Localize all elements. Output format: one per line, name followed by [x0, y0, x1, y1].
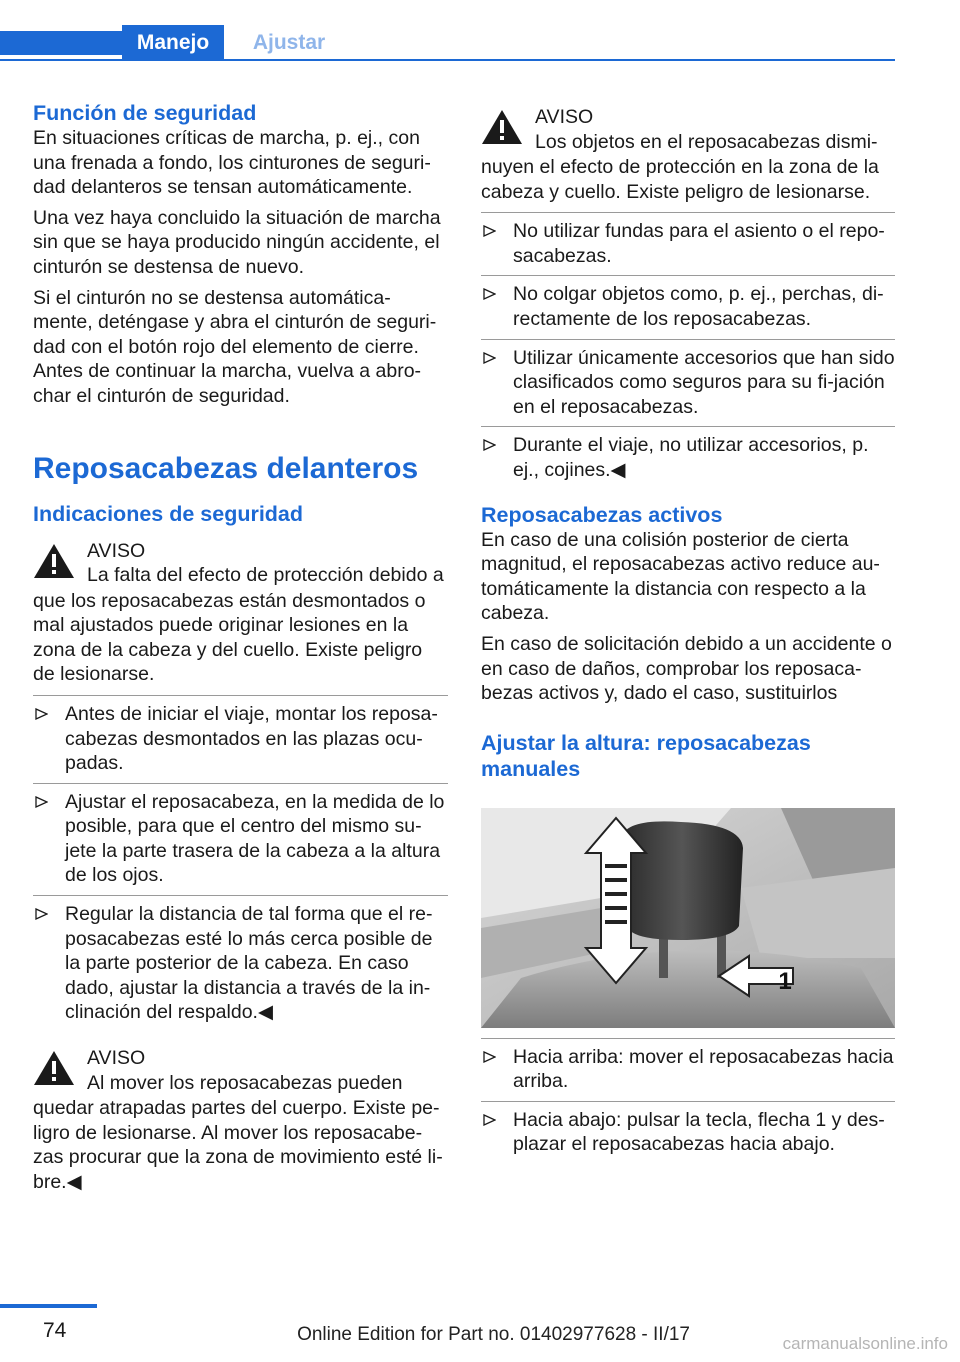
step-text: No colgar objetos como, p. ej., perchas, di‐rectamente de los reposacabezas.: [513, 283, 884, 330]
triangle-bullet-icon: [483, 352, 496, 364]
list-item: [481, 213, 895, 276]
warning-title: AVISO: [87, 1047, 146, 1070]
headrest-photo: [481, 808, 895, 1028]
step-text: Hacia arriba: mover el reposacabezas hacia arriba.: [513, 1045, 894, 1093]
paragraph: En caso de una colisión posterior de cierta magnitud, el reposacabezas activo reduce au‐tomáticamente la distancia con respecto a la cabeza.: [481, 528, 880, 625]
footer-rule: [0, 1304, 97, 1308]
warning-lead: Los objetos en el reposacabezas dismi‐: [535, 130, 878, 153]
step-text: No utilizar fundas para el asiento o el repo‐sacabezas.: [513, 220, 885, 267]
right-column: [481, 105, 895, 1164]
tab-manejo[interactable]: Manejo: [122, 25, 224, 61]
warning-title: AVISO: [535, 106, 594, 128]
warning-text: nuyen el efecto de protección en la zona de la cabeza y cuello. Existe peligro de lesionarse.: [481, 156, 879, 203]
triangle-bullet-icon: [483, 1051, 496, 1063]
list-item: [481, 1102, 895, 1164]
list-item: [33, 784, 448, 896]
step-text: Antes de iniciar el viaje, montar los reposa‐cabezas desmontados en las plazas ocu‐padas.: [65, 702, 438, 775]
tab-ajustar[interactable]: Ajustar: [252, 31, 326, 54]
edition-text: Online Edition for Part no. 01402977628 - II/17: [297, 1324, 690, 1345]
headrest-illustration: [481, 808, 895, 1028]
warning-text: quedar atrapadas partes del cuerpo. Existe pe‐ligro de lesionarse. Al mover los reposacabe‐zas procurar que la zona de movimiento esté li‐bre.◀: [33, 1097, 443, 1193]
step-text: Durante el viaje, no utilizar accesorios, p. ej., cojines.◀: [513, 434, 869, 481]
step-text: Regular la distancia de tal forma que el re‐posacabezas esté lo más cerca posible de la parte posterior de la cabeza. En caso dado, ajustar la distancia a través de la in‐clinación del respaldo.◀: [65, 903, 433, 1024]
warning-title: AVISO: [87, 539, 146, 562]
warning-lead: La falta del efecto de protección debido a: [87, 564, 444, 587]
step-text: Ajustar el reposacabeza, en la medida de lo posible, para que el centro del mismo su‐jete la parte trasera de la cabeza a la altura de los ojos.: [65, 790, 445, 887]
triangle-bullet-icon: [483, 225, 496, 237]
header-stripe: [0, 31, 122, 55]
warning-triangle-icon: [481, 109, 523, 145]
list-item: [481, 427, 895, 489]
chapter-tabs: [0, 25, 895, 61]
paragraph: En situaciones críticas de marcha, p. ej., con una frenada a fondo, los cinturones de seguri‐dad delanteros se tensan automáticamente.: [33, 127, 431, 199]
list-item: [33, 696, 448, 784]
triangle-bullet-icon: [35, 908, 48, 920]
triangle-bullet-icon: [483, 288, 496, 300]
safety-heading: Indicaciones de seguridad: [33, 501, 304, 526]
list-item: [481, 340, 895, 428]
watermark: carmanualsonline.info: [782, 1334, 948, 1353]
paragraph: En caso de solicitación debido a un accidente o en caso de daños, comprobar los reposaca‐bezas activos y, dado el caso, sustituirlos: [481, 632, 892, 705]
warning-lead: Al mover los reposacabezas pueden: [87, 1071, 403, 1094]
triangle-bullet-icon: [483, 1114, 496, 1126]
warning-box: [33, 1046, 448, 1096]
list-item: [481, 1039, 895, 1102]
triangle-bullet-icon: [35, 708, 48, 720]
height-adjust-title: Ajustar la altura: reposacabezas manuales: [481, 730, 811, 781]
warning-box: [33, 539, 448, 589]
height-steps: [481, 1038, 895, 1164]
section-title: Reposacabezas delanteros: [33, 451, 419, 485]
list-item: [481, 276, 895, 339]
warning-text: que los reposacabezas están desmontados o mal ajustados puede originar lesiones en la zona de la cabeza y del cuello. Existe peligro de lesionarse.: [33, 589, 426, 686]
triangle-bullet-icon: [35, 796, 48, 808]
warning-box: [481, 105, 895, 155]
paragraph: Una vez haya concluido la situación de marcha sin que se haya producido ningún accidente, el cinturón se destensa de nuevo.: [33, 206, 441, 278]
page-number: 74: [43, 1319, 67, 1342]
warning-steps: [33, 695, 448, 1032]
warning-triangle-icon: [33, 543, 75, 579]
active-headrest-title: Reposacabezas activos: [481, 502, 723, 527]
warning-steps: [481, 212, 895, 489]
step-text: Hacia abajo: pulsar la tecla, flecha 1 y des‐plazar el reposacabezas hacia abajo.: [513, 1108, 885, 1156]
step-text: Utilizar únicamente accesorios que han sido clasificados como seguros para su fi‐jación en el reposacabezas.: [513, 346, 895, 418]
paragraph: Si el cinturón no se destensa automática‐mente, deténgase y abra el cinturón de seguri‐dad con el botón rojo del elemento de cierre. Antes de continuar la marcha, vuelva a abro‐char el cinturón de seguridad.: [33, 286, 437, 407]
left-column: [33, 100, 448, 1200]
list-item: [33, 896, 448, 1032]
figure-callout-number: 1: [778, 967, 792, 995]
warning-triangle-icon: [33, 1050, 75, 1086]
security-function-title: Función de seguridad: [33, 101, 257, 125]
triangle-bullet-icon: [483, 439, 496, 451]
